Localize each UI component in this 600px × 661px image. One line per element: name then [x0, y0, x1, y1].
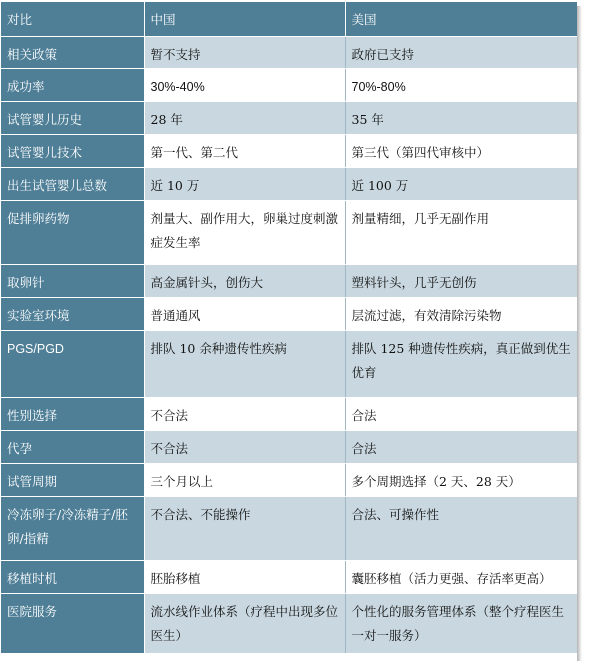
row-label: PGS/PGD	[1, 331, 144, 398]
cell-china: 不合法、不能操作	[144, 497, 345, 561]
cell-china: 排队 10 余种遗传性疾病	[144, 331, 345, 398]
cell-usa: 囊胚移植（活力更强、存活率更高）	[345, 561, 577, 594]
row-label: 取卵针	[1, 265, 144, 298]
table-row	[1, 398, 577, 431]
cell-usa: 排队 125 种遗传性疾病，真正做到优生优育	[345, 331, 577, 398]
cell-usa: 合法	[345, 398, 577, 431]
comparison-table	[1, 1, 578, 654]
row-label: 试管周期	[1, 464, 144, 497]
row-label: 试管婴儿技术	[1, 135, 144, 168]
cell-usa: 第三代（第四代审核中）	[345, 135, 577, 168]
cell-usa: 70%-80%	[345, 69, 577, 102]
cell-china: 30%-40%	[144, 69, 345, 102]
row-label: 冷冻卵子/冷冻精子/胚卵/指精	[1, 497, 144, 561]
table-header-row	[1, 2, 577, 37]
table-row	[1, 37, 577, 69]
header-china: 中国	[144, 2, 345, 37]
header-usa: 美国	[345, 2, 577, 37]
cell-usa: 剂量精细，几乎无副作用	[345, 201, 577, 265]
table-row	[1, 135, 577, 168]
cell-china: 不合法	[144, 398, 345, 431]
cell-usa: 层流过滤，有效清除污染物	[345, 298, 577, 331]
table-row	[1, 594, 577, 654]
cell-usa: 合法	[345, 431, 577, 464]
row-label: 医院服务	[1, 594, 144, 654]
row-label: 促排卵药物	[1, 201, 144, 265]
cell-china: 剂量大、副作用大，卵巢过度刺激症发生率	[144, 201, 345, 265]
header-compare: 对比	[1, 2, 144, 37]
cell-usa: 近 100 万	[345, 168, 577, 201]
row-label: 性别选择	[1, 398, 144, 431]
row-label: 代孕	[1, 431, 144, 464]
row-label: 移植时机	[1, 561, 144, 594]
cell-usa: 个性化的服务管理体系（整个疗程医生一对一服务）	[345, 594, 577, 654]
table-row	[1, 168, 577, 201]
row-label: 相关政策	[1, 37, 144, 69]
cell-china: 28 年	[144, 102, 345, 135]
cell-usa: 塑料针头，几乎无创伤	[345, 265, 577, 298]
cell-china: 三个月以上	[144, 464, 345, 497]
row-label: 出生试管婴儿总数	[1, 168, 144, 201]
row-label: 成功率	[1, 69, 144, 102]
table-row	[1, 331, 577, 398]
table-row	[1, 298, 577, 331]
row-label: 试管婴儿历史	[1, 102, 144, 135]
cell-usa: 政府已支持	[345, 37, 577, 69]
cell-china: 近 10 万	[144, 168, 345, 201]
cell-china: 高金属针头，创伤大	[144, 265, 345, 298]
cell-usa: 多个周期选择（2 天、28 天）	[345, 464, 577, 497]
cell-china: 胚胎移植	[144, 561, 345, 594]
table-row	[1, 69, 577, 102]
table-row	[1, 265, 577, 298]
cell-china: 第一代、第二代	[144, 135, 345, 168]
table-row	[1, 102, 577, 135]
cell-china: 暂不支持	[144, 37, 345, 69]
cell-china: 不合法	[144, 431, 345, 464]
row-label: 实验室环境	[1, 298, 144, 331]
cell-china: 流水线作业体系（疗程中出现多位医生）	[144, 594, 345, 654]
table-row	[1, 561, 577, 594]
cell-usa: 合法、可操作性	[345, 497, 577, 561]
cell-usa: 35 年	[345, 102, 577, 135]
table-row	[1, 201, 577, 265]
table-row	[1, 431, 577, 464]
cell-china: 普通通风	[144, 298, 345, 331]
table-row	[1, 497, 577, 561]
table-shadow	[577, 6, 582, 661]
table-row	[1, 464, 577, 497]
